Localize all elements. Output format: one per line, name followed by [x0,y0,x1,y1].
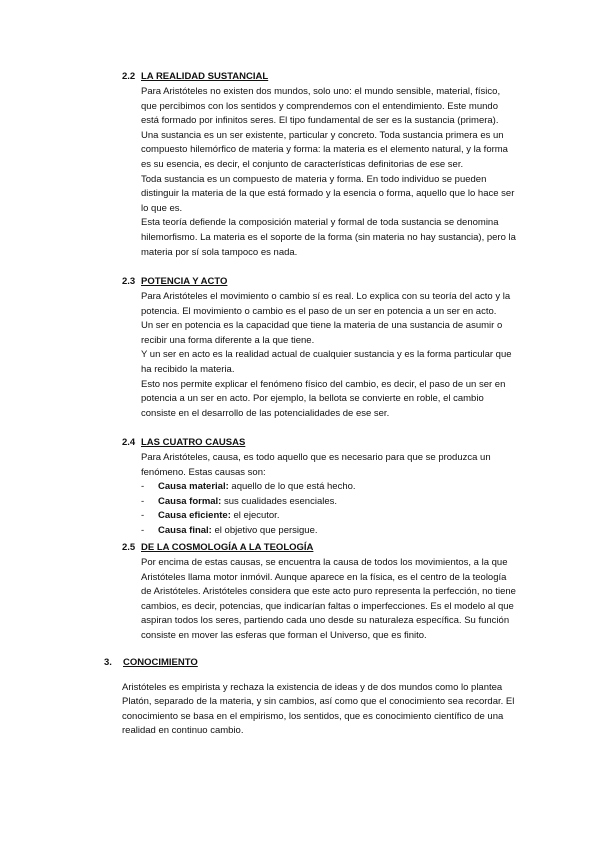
section-body-2-2 [141,85,516,260]
paragraph: Un ser en potencia es la capacidad que tiene la materia de una sustancia de asumir o recibir una forma diferente a la que tiene. [141,320,503,346]
section-heading-2-3 [122,275,227,290]
section-body-3 [122,671,517,748]
section-number: 2.3 [122,276,136,287]
cause-term: Causa final: [158,524,212,536]
causes-list [141,480,516,538]
paragraph: Para Aristóteles el movimiento o cambio sí es real. Lo explica con su teoría del acto y la potencia. El movimiento o cambio es el paso de un ser en potencia a un ser en acto. [141,291,511,317]
section-title: LAS CUATRO CAUSAS [141,437,246,448]
cause-text: sus cualidades esenciales. [221,495,338,507]
section-number: 2.2 [122,71,136,82]
section-number: 2.5 [122,542,136,553]
cause-term: Causa material: [158,481,229,492]
paragraph: Aristóteles es empirista y rechaza la existencia de ideas y de dos mundos como lo plantea Platón, separado de la materia, y sin cambios, así como que el conocimiento sea recordar. El conocimiento se basa en el empirismo, los sentidos, que es conocimiento científico de una realidad en continuo cambio. [122,681,515,737]
section-body-2-4 [141,451,516,480]
section-body-2-3 [141,290,516,421]
section-title: CONOCIMIENTO [123,657,198,668]
cause-term: Causa eficiente: [158,510,231,522]
bullet-dash: - [141,524,145,536]
cause-term: Causa formal: [158,495,222,507]
section-heading-2-4 [122,436,245,451]
paragraph: Y un ser en acto es la realidad actual de cualquier sustancia y es la forma particular que ha recibido la materia. [141,349,512,375]
paragraph: Para Aristóteles, causa, es todo aquello que es necesario para que se produzca un fenómeno. Estas causas son: [141,452,491,478]
bullet-dash: - [141,510,145,522]
paragraph: Por encima de estas causas, se encuentra la causa de todos los movimientos, a la que Aristóteles llama motor inmóvil. Aunque aparece en la física, es el centro de la teología de Aristóteles. Aristóteles considera que este acto puro representa la perfección, no tiene cambios, es decir, potencias, que indicarían faltas o imperfecciones. Es el modelo al que aspiran todos los seres, partiendo cada uno desde su naturaleza específica. Su función consiste en mover las esferas que forman el Universo, que es finito. [141,557,516,641]
paragraph: Para Aristóteles no existen dos mundos, solo uno: el mundo sensible, material, físico, que percibimos con los sentidos y comprendemos con el entendimiento. Este mundo está formado por infinitos seres. El tipo fundamental de ser es la sustancia (primera). Una sustancia es un ser existente, particular y concreto. Toda sustancia primera es un compuesto hilemórfico de materia y forma: la materia es el elemento natural, y la forma es su esencia, es decir, el conjunto de características definitorias de ese ser. [141,86,508,170]
section-number: 2.4 [122,437,136,448]
bullet-dash: - [141,495,145,507]
cause-text: el ejecutor. [230,510,280,522]
section-body-2-5 [141,556,516,644]
cause-text: aquello de lo que está hecho. [228,481,356,492]
paragraph: Toda sustancia es un compuesto de materia y forma. En todo individuo se pueden distinguir la materia de la que está formado y la esencia o forma, aquello que lo hace ser lo que es. [141,173,515,214]
list-item [141,480,516,495]
section-title: POTENCIA Y ACTO [141,276,228,287]
section-heading-2-2 [122,70,268,85]
section-heading-2-5 [122,541,313,556]
section-number: 3. [104,657,112,668]
cause-text: el objetivo que persigue. [211,524,318,536]
section-heading-3 [104,656,198,671]
paragraph: Esto nos permite explicar el fenómeno físico del cambio, es decir, el paso de un ser en potencia a un ser en acto. Por ejemplo, la bellota se convierte en roble, el cambio consiste en el desarrollo de las potencialidades de ese ser. [141,378,506,419]
paragraph: Esta teoría defiende la composición material y formal de toda sustancia se denomina hilemorfismo. La materia es el soporte de la forma (sin materia no hay sustancia), pero la materia por sí sola tampoco es nada. [141,217,516,258]
section-title: LA REALIDAD SUSTANCIAL [141,71,269,82]
bullet-dash: - [141,481,145,492]
section-title: DE LA COSMOLOGÍA A LA TEOLOGÍA [141,542,314,553]
list-item [141,524,516,539]
list-item [141,495,516,510]
list-item [141,509,516,524]
